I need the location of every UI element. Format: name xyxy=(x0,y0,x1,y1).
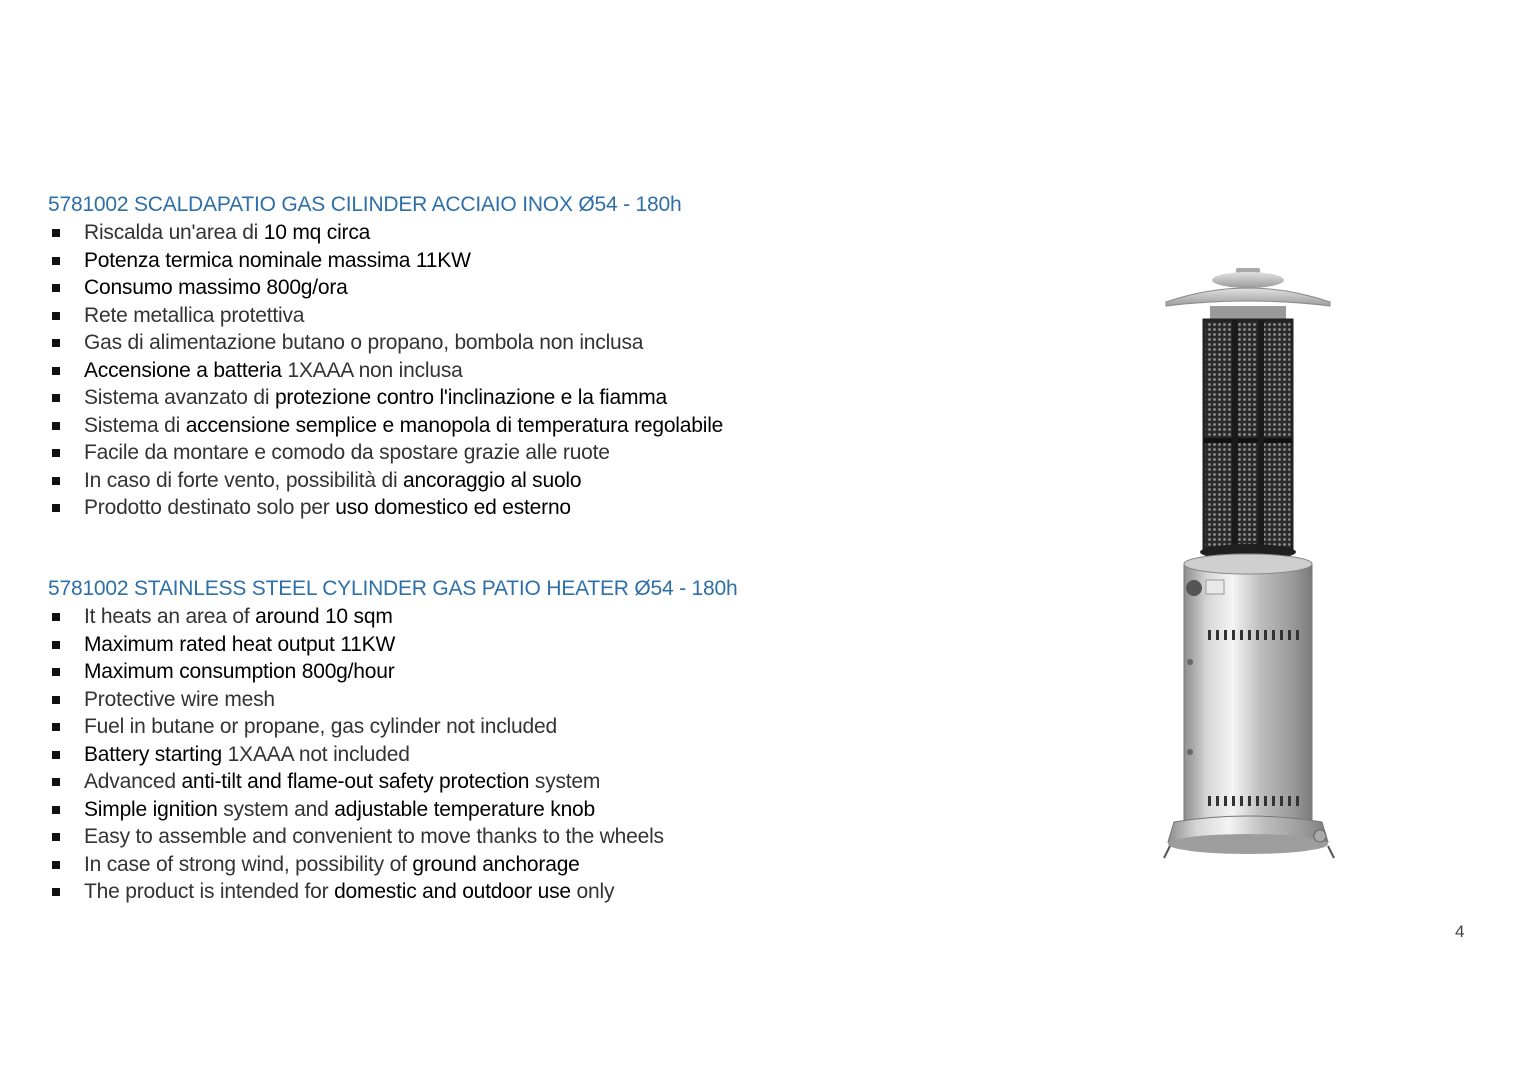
list-item: Prodotto destinato solo per uso domestico ed esterno xyxy=(48,494,723,522)
list-item: Riscalda un'area di 10 mq circa xyxy=(48,219,723,247)
list-item: Simple ignition system and adjustable temperature knob xyxy=(48,796,737,824)
bullet-icon xyxy=(52,367,60,375)
bullet-icon xyxy=(52,751,60,759)
list-item: Maximum rated heat output 11KW xyxy=(48,631,737,659)
bullet-icon xyxy=(52,778,60,786)
bullet-icon xyxy=(52,696,60,704)
list-item: Consumo massimo 800g/ora xyxy=(48,274,723,302)
list-item: Gas di alimentazione butano o propano, bombola non inclusa xyxy=(48,329,723,357)
bullet-icon xyxy=(52,806,60,814)
list-item: Maximum consumption 800g/hour xyxy=(48,658,737,686)
bullet-icon xyxy=(52,504,60,512)
bullet-icon xyxy=(52,477,60,485)
bullet-icon xyxy=(52,312,60,320)
list-item: Rete metallica protettiva xyxy=(48,302,723,330)
list-item: It heats an area of around 10 sqm xyxy=(48,603,737,631)
list-item: Accensione a batteria 1XAAA non inclusa xyxy=(48,357,723,385)
bullet-icon xyxy=(52,394,60,402)
italian-section xyxy=(48,192,723,522)
bullet-icon xyxy=(52,833,60,841)
english-feature-list xyxy=(48,603,737,906)
list-item: Battery starting 1XAAA not included xyxy=(48,741,737,769)
list-item: The product is intended for domestic and outdoor use only xyxy=(48,878,737,906)
bullet-icon xyxy=(52,449,60,457)
bullet-icon xyxy=(52,861,60,869)
bullet-icon xyxy=(52,229,60,237)
list-item: Easy to assemble and convenient to move thanks to the wheels xyxy=(48,823,737,851)
italian-title: 5781002 SCALDAPATIO GAS CILINDER ACCIAIO INOX Ø54 - 180h xyxy=(48,193,682,216)
bullet-icon xyxy=(52,339,60,347)
patio-heater-image xyxy=(1152,262,1342,860)
list-item: Advanced anti-tilt and flame-out safety protection system xyxy=(48,768,737,796)
list-item: Sistema di accensione semplice e manopola di temperatura regolabile xyxy=(48,412,723,440)
english-section xyxy=(48,576,737,906)
bullet-icon xyxy=(52,613,60,621)
list-item: Protective wire mesh xyxy=(48,686,737,714)
list-item: Facile da montare e comodo da spostare grazie alle ruote xyxy=(48,439,723,467)
list-item: Sistema avanzato di protezione contro l'inclinazione e la fiamma xyxy=(48,384,723,412)
bullet-icon xyxy=(52,641,60,649)
bullet-icon xyxy=(52,888,60,896)
italian-feature-list xyxy=(48,219,723,522)
bullet-icon xyxy=(52,668,60,676)
list-item: In case of strong wind, possibility of ground anchorage xyxy=(48,851,737,879)
list-item: In caso di forte vento, possibilità di ancoraggio al suolo xyxy=(48,467,723,495)
page-number: 4 xyxy=(1455,922,1465,941)
list-item: Potenza termica nominale massima 11KW xyxy=(48,247,723,275)
english-title: 5781002 STAINLESS STEEL CYLINDER GAS PATIO HEATER Ø54 - 180h xyxy=(48,577,738,600)
bullet-icon xyxy=(52,284,60,292)
bullet-icon xyxy=(52,257,60,265)
bullet-icon xyxy=(52,723,60,731)
bullet-icon xyxy=(52,422,60,430)
list-item: Fuel in butane or propane, gas cylinder not included xyxy=(48,713,737,741)
